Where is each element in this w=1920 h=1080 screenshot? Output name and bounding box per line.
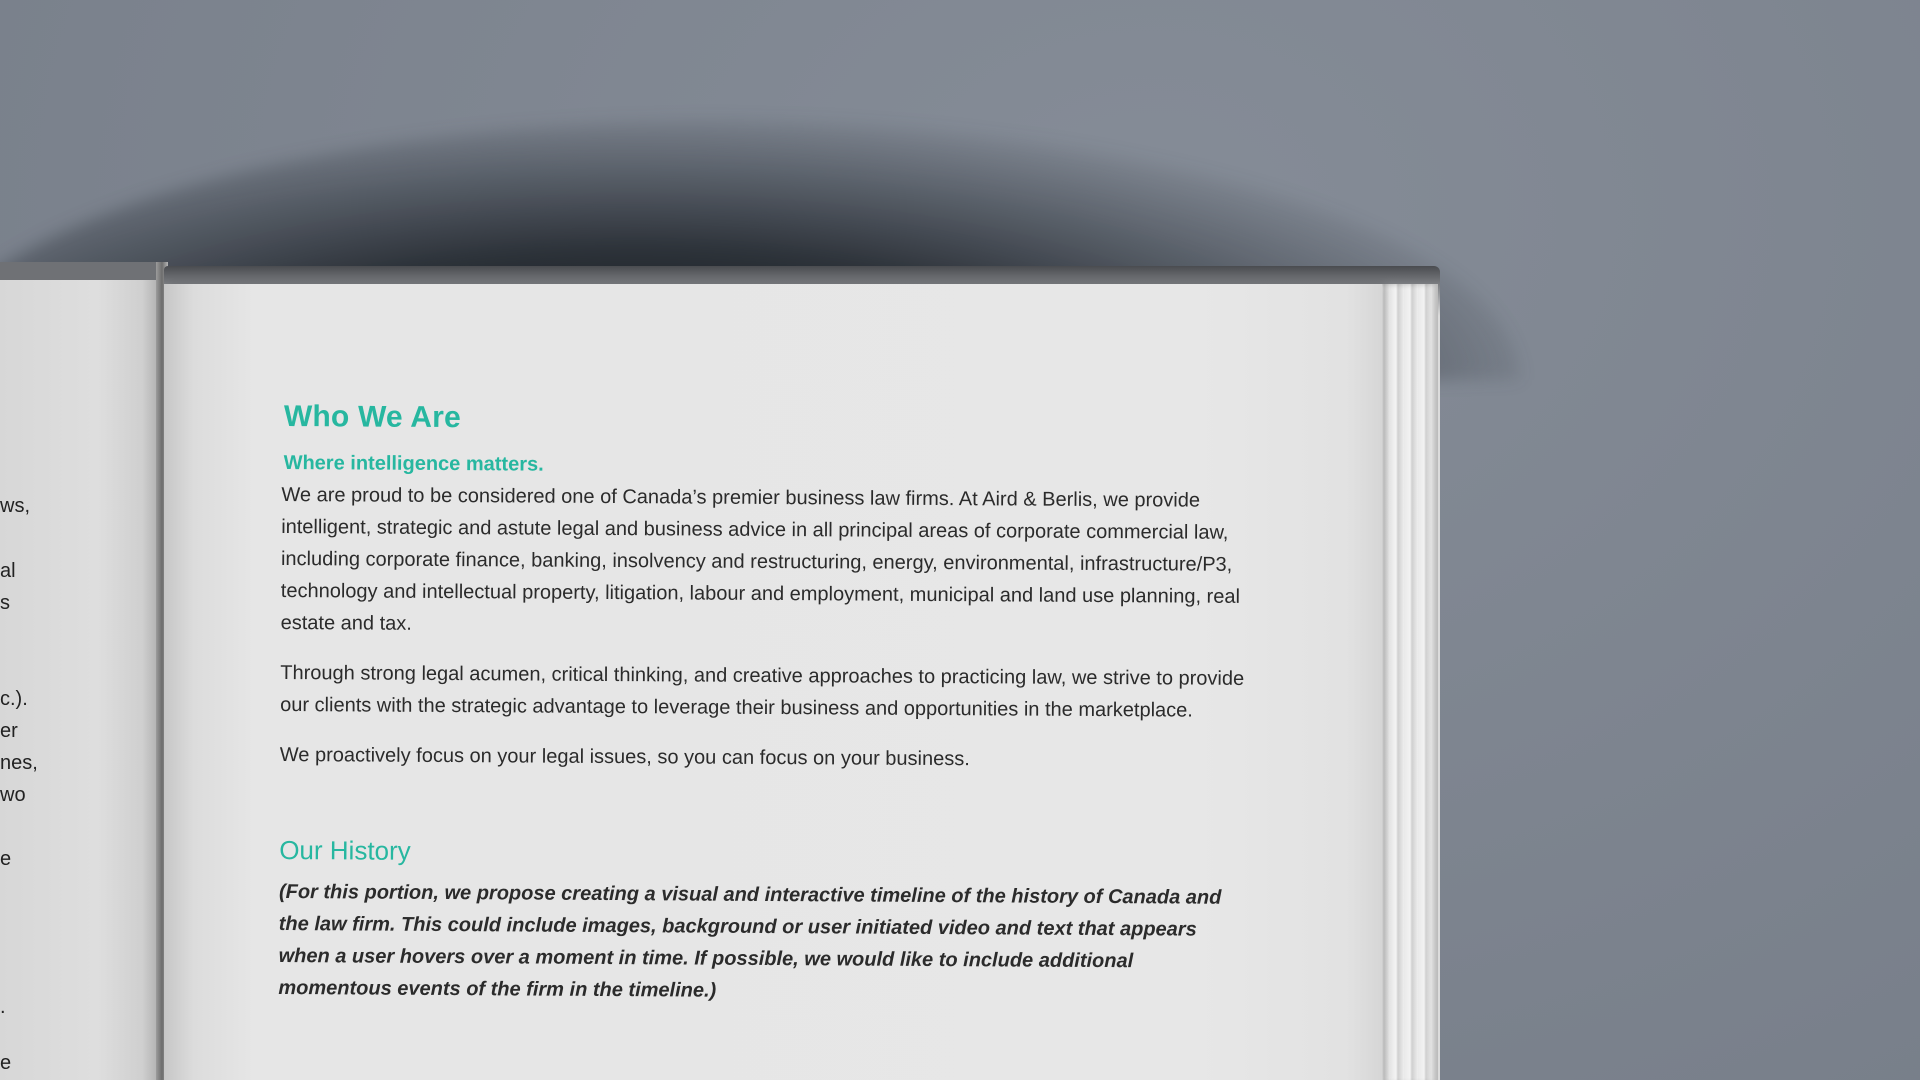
- page-edges: [1376, 284, 1438, 1080]
- left-page-text-fragment: al: [0, 560, 16, 582]
- left-page-text-fragment: s: [0, 592, 10, 614]
- left-page: [0, 262, 162, 1080]
- left-page-text-fragment: e: [0, 1052, 12, 1074]
- left-page-text-fragment: .: [0, 996, 6, 1018]
- left-page-text-fragment: er: [0, 720, 18, 742]
- section-heading-our-history: Our History: [279, 834, 411, 866]
- right-page: [164, 284, 1382, 1080]
- section-heading-who-we-are: Who We Are: [283, 400, 462, 435]
- page-content: [278, 400, 1282, 1010]
- body-paragraph: We proactively focus on your legal issues, so you can focus on your business.: [279, 743, 970, 771]
- left-page-text-fragment: c.).: [0, 688, 28, 710]
- left-page-text-fragment: ws,: [0, 495, 30, 517]
- history-note: (For this portion, we propose creating a visual and interactive timeline of the history of Canada and the law firm. This could include images, background or user initiated video and text that appears when a user hovers over a moment in time. If possible, we would like to include additional momentous events of the firm in the timeline.): [278, 880, 1222, 1002]
- left-page-text-fragment: nes,: [0, 752, 38, 774]
- tagline: Where intelligence matters.: [283, 452, 544, 476]
- body-paragraph: Through strong legal acumen, critical thinking, and creative approaches to practicing law, we strive to provide our clients with the strategic advantage to leverage their business and opportunities in the marketplace.: [280, 661, 1245, 722]
- body-paragraph: We are proud to be considered one of Canada’s premier business law firms. At Aird & Berlis, we provide intelligent, strategic and astute legal and business advice in all principal areas of corporate commercial law, including corporate finance, banking, insolvency and restructuring, energy, environmental, infrastructure/P3, technology and intellectual property, litigation, labour and employment, municipal and land use planning, real estate and tax.: [280, 483, 1241, 635]
- left-page-text-fragment: wo: [0, 784, 26, 806]
- left-page-text-fragment: e: [0, 848, 12, 870]
